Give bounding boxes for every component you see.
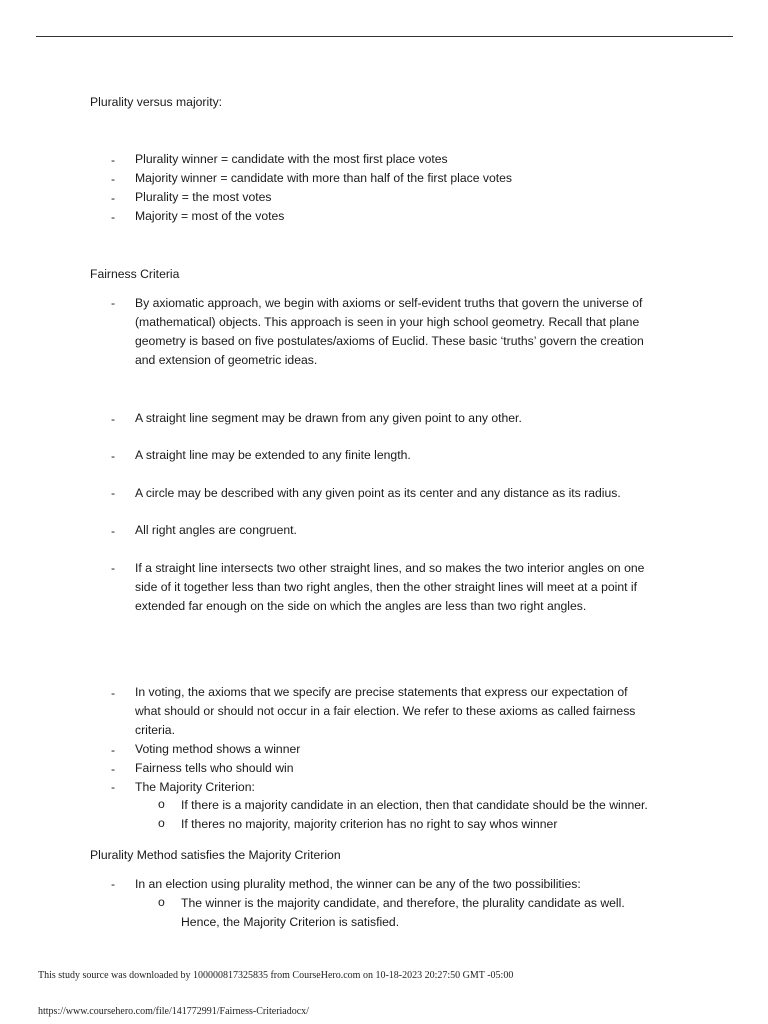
list-dash: - (111, 486, 116, 500)
list-item: Plurality winner = candidate with the most first place votes (135, 152, 448, 166)
postulate-2: A straight line may be extended to any finite length. (135, 448, 411, 462)
axiomatic-line: geometry is based on five postulates/axioms of Euclid. These basic ‘truths’ govern the creation (135, 334, 644, 348)
heading-plurality-method: Plurality Method satisfies the Majority Criterion (90, 848, 341, 862)
postulate-4: All right angles are congruent. (135, 523, 297, 537)
list-dash: - (111, 296, 116, 310)
list-dash: - (111, 877, 116, 891)
postulate-1: A straight line segment may be drawn from any given point to any other. (135, 411, 522, 425)
list-dash: - (111, 210, 116, 224)
voting-line: what should or should not occur in a fair election. We refer to these axioms as called fairness (135, 704, 636, 718)
axiomatic-line: (mathematical) objects. This approach is seen in your high school geometry. Recall that plane (135, 315, 640, 329)
list-item: Fairness tells who should win (135, 761, 294, 775)
sub-item: If there is a majority candidate in an election, then that candidate should be the winner. (181, 798, 648, 812)
list-dash: - (111, 412, 116, 426)
list-item: Majority winner = candidate with more than half of the first place votes (135, 171, 512, 185)
heading-plurality-vs-majority: Plurality versus majority: (90, 95, 223, 109)
sub-item: Hence, the Majority Criterion is satisfied. (181, 915, 400, 929)
list-dash: - (111, 191, 116, 205)
axiomatic-line: and extension of geometric ideas. (135, 353, 318, 367)
list-dash: - (111, 780, 116, 794)
list-dash: - (111, 743, 116, 757)
list-dash: - (111, 172, 116, 186)
axiomatic-line: By axiomatic approach, we begin with axioms or self-evident truths that govern the universe of (135, 296, 643, 310)
list-item: The Majority Criterion: (135, 780, 255, 794)
postulate-3: A circle may be described with any given point as its center and any distance as its radius. (135, 486, 621, 500)
sub-item: The winner is the majority candidate, and therefore, the plurality candidate as well. (181, 896, 625, 910)
heading-fairness-criteria: Fairness Criteria (90, 267, 180, 281)
postulate-5-line: If a straight line intersects two other straight lines, and so makes the two interior angles on one (135, 561, 645, 575)
sub-bullet: o (158, 816, 165, 830)
list-dash: - (111, 524, 116, 538)
footer-source-note: This study source was downloaded by 100000817325835 from CourseHero.com on 10-18-2023 20:27:50 GMT -05:00 (38, 970, 514, 981)
postulate-5-line: extended far enough on the side on which the angles are less than two right angles. (135, 599, 587, 613)
list-item: Majority = most of the votes (135, 209, 285, 223)
list-dash: - (111, 561, 116, 575)
voting-line: In voting, the axioms that we specify are precise statements that express our expectation of (135, 685, 628, 699)
list-dash: - (111, 449, 116, 463)
list-dash: - (111, 153, 116, 167)
list-item: In an election using plurality method, the winner can be any of the two possibilities: (135, 877, 581, 891)
list-item: Plurality = the most votes (135, 190, 272, 204)
sub-item: If theres no majority, majority criterion has no right to say whos winner (181, 817, 558, 831)
sub-bullet: o (158, 797, 165, 811)
voting-line: criteria. (135, 723, 175, 737)
list-dash: - (111, 686, 116, 700)
header-rule (36, 36, 733, 37)
list-dash: - (111, 762, 116, 776)
list-item: Voting method shows a winner (135, 742, 301, 756)
sub-bullet: o (158, 895, 165, 909)
footer-url[interactable]: https://www.coursehero.com/file/141772991/Fairness-Criteriadocx/ (38, 1006, 309, 1017)
postulate-5-line: side of it together less than two right angles, then the other straight lines will meet at a point if (135, 580, 637, 594)
